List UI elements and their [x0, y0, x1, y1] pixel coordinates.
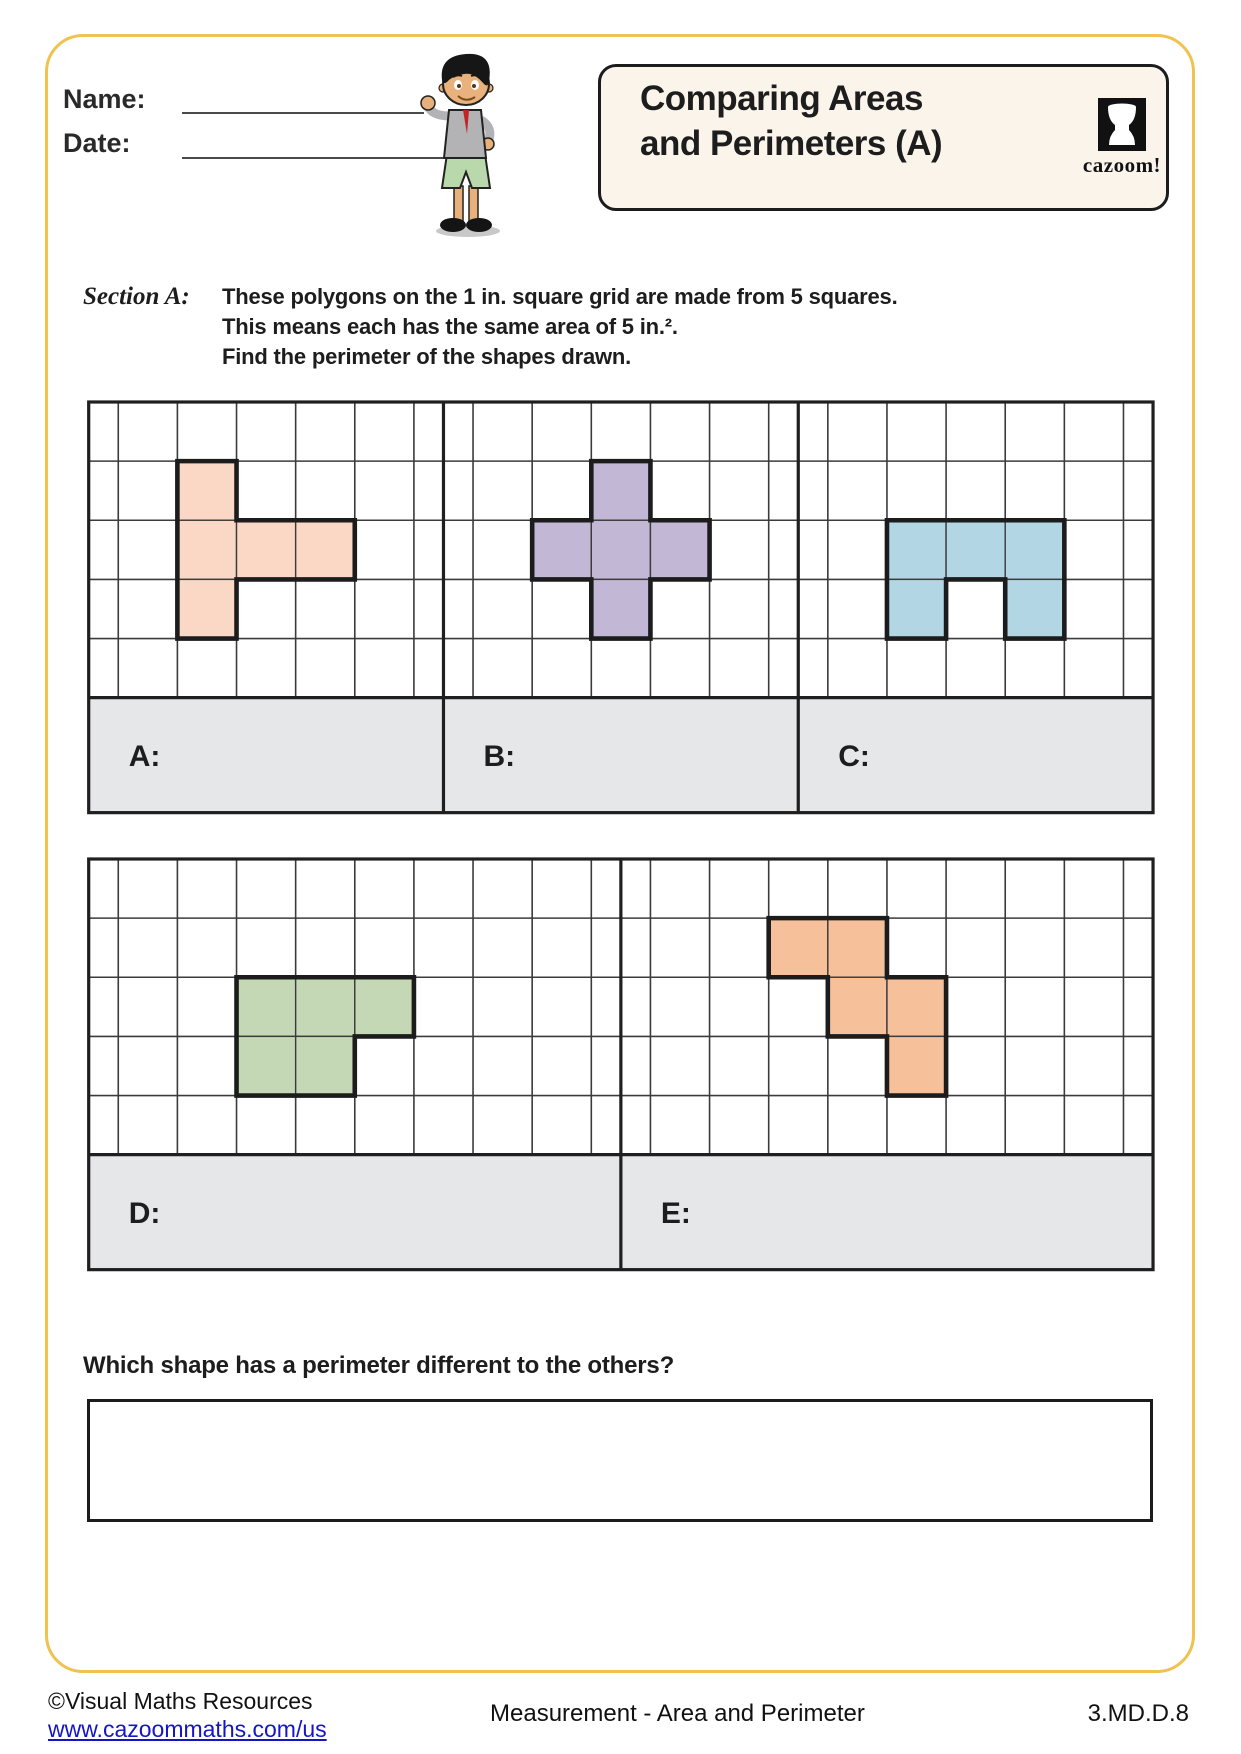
answer-label-C: C:	[838, 740, 870, 774]
boy-shorts	[442, 154, 490, 188]
title-line-2: and Perimeters (A)	[640, 124, 943, 163]
final-answer-box	[87, 1399, 1153, 1522]
shape-E-pentomino	[769, 918, 946, 1095]
instruction-line-3: Find the perimeter of the shapes drawn.	[222, 344, 632, 369]
footer-copyright: ©Visual Maths Resources	[48, 1688, 313, 1714]
shape-D-pentomino	[237, 977, 414, 1095]
answer-row	[89, 698, 1153, 813]
grid-figure-1	[80, 393, 1162, 822]
shape-B-pentomino	[532, 461, 709, 638]
boy-waving-hand	[421, 96, 435, 110]
student-boy-illustration	[418, 46, 512, 238]
boy-shoe	[440, 218, 466, 232]
instruction-line-2: This means each has the same area of 5 in.².	[222, 314, 678, 339]
question-text: Which shape has a perimeter different to the others?	[83, 1352, 675, 1379]
cazoom-drum-icon	[1098, 98, 1146, 151]
date-label: Date:	[63, 128, 131, 158]
instruction-line-1: These polygons on the 1 in. square grid are made from 5 squares.	[222, 284, 898, 309]
footer-website-link[interactable]: www.cazoommaths.com/us	[48, 1716, 327, 1742]
date-line	[182, 157, 458, 159]
name-line	[182, 112, 424, 114]
answer-label-B: B:	[483, 740, 516, 774]
section-a-label: Section A:	[83, 283, 190, 310]
footer-standard-code: 3.MD.D.8	[1087, 1700, 1189, 1727]
footer-topic: Measurement - Area and Perimeter	[490, 1700, 865, 1727]
shape-C-pentomino	[887, 520, 1064, 638]
title-line-1: Comparing Areas	[640, 79, 923, 118]
shape-A-pentomino	[177, 461, 354, 638]
grid-figure-2	[80, 850, 1162, 1279]
boy-shoe	[466, 218, 492, 232]
answer-label-D: D:	[128, 1197, 161, 1231]
cazoom-logo	[1072, 98, 1172, 178]
cazoom-logo-text: cazoom!	[1082, 153, 1162, 177]
answer-label-A: A:	[128, 740, 161, 774]
page-title	[640, 76, 942, 166]
name-label: Name:	[63, 84, 146, 114]
answer-label-E: E:	[660, 1197, 691, 1231]
